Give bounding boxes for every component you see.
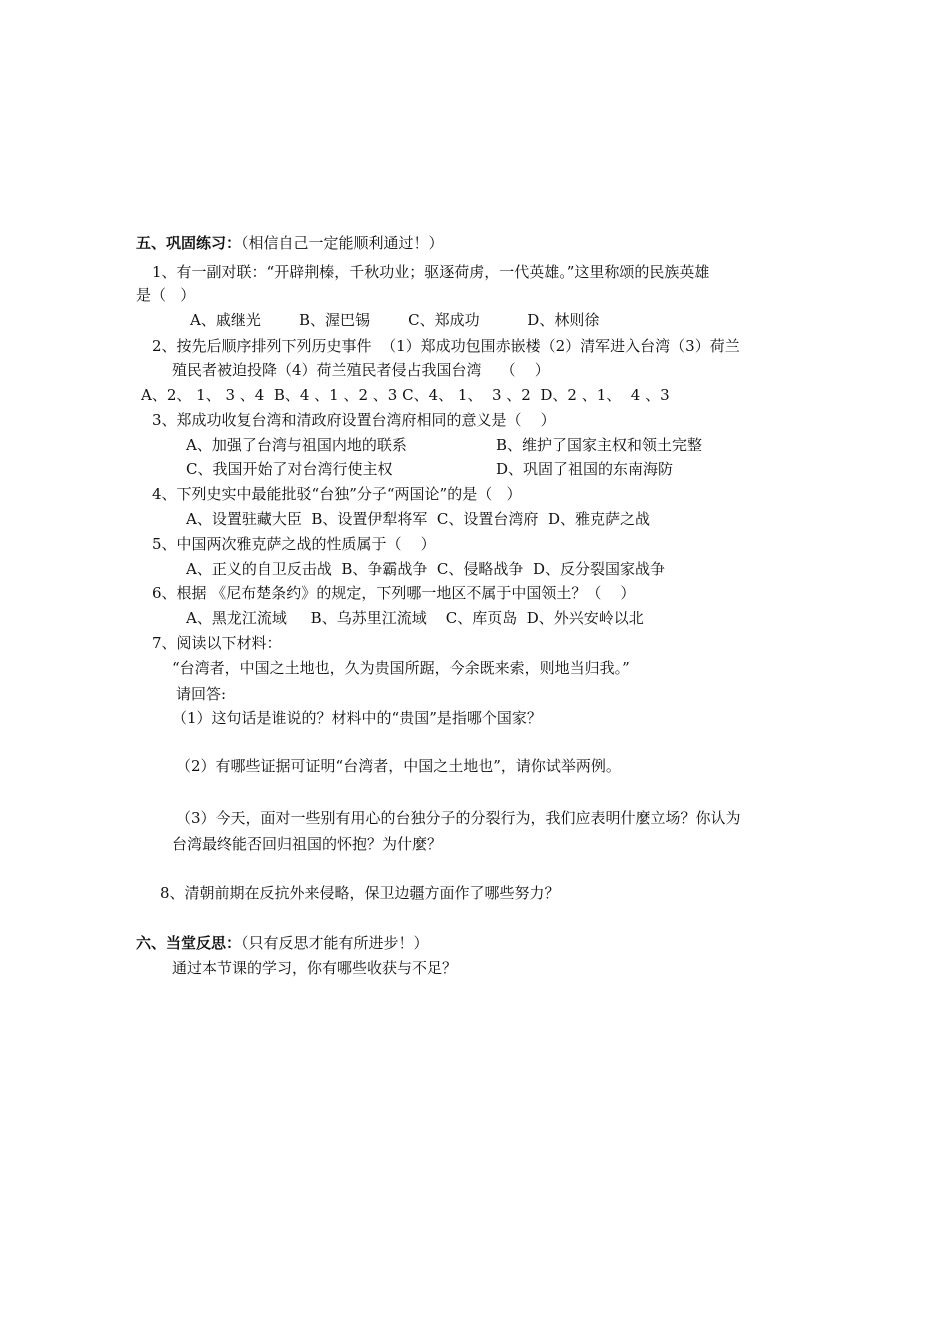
- q2-stem-line1: 2、按先后顺序排列下列历史事件 （1）郑成功包围赤嵌楼（2）清军进入台湾（3）荷兰: [152, 337, 740, 355]
- section-5-heading: 五、巩固练习：: [136, 234, 242, 252]
- q4-options: A、设置驻藏大臣 B、设置伊犁将军 C、设置台湾府 D、雅克萨之战: [186, 510, 650, 528]
- q7-stem: 7、阅读以下材料：: [152, 634, 282, 652]
- q1-stem-line1: 1、有一副对联：“开辟荆榛，千秋功业；驱逐荷虏，一代英雄。”这里称颂的民族英雄: [152, 263, 710, 281]
- q5-options: A、正义的自卫反击战 B、争霸战争 C、侵略战争 D、反分裂国家战争: [186, 560, 665, 578]
- q2-options: A、2、 1、 3 、4 B、4 、1 、2 、3 C、4、 1、 3 、2 D、2 、1、 4 、3: [141, 386, 670, 404]
- q1-stem-line2: 是（ ）: [136, 286, 196, 304]
- q7-prompt: 请回答:: [176, 685, 227, 703]
- section-5-title: [136, 233, 444, 253]
- q3-option-a: A、加强了台湾与祖国内地的联系: [186, 436, 407, 454]
- q6-options: A、黑龙江流域 B、乌苏里江流域 C、库页岛 D、外兴安岭以北: [186, 609, 644, 627]
- q3-option-b: B、维护了国家主权和领土完整: [496, 436, 703, 454]
- q3-option-c: C、我国开始了对台湾行使主权: [186, 460, 393, 478]
- q7-sub-question-3-line1: （3）今天，面对一些别有用心的台独分子的分裂行为，我们应表明什麼立场？你认为: [176, 809, 741, 827]
- section-6-heading: 六、当堂反思：: [136, 934, 242, 952]
- q3-stem: 3、郑成功收复台湾和清政府设置台湾府相同的意义是（ ）: [152, 411, 556, 429]
- q7-material-quote: “台湾者，中国之土地也，久为贵国所踞，今余既来索，则地当归我。”: [172, 659, 630, 677]
- section-5-note: （相信自己一定能顺利通过！）: [241, 234, 444, 252]
- reflection-prompt: 通过本节课的学习，你有哪些收获与不足？: [172, 959, 458, 977]
- section-6-note: （只有反思才能有所进步！）: [241, 934, 429, 952]
- q4-stem: 4、下列史实中最能批驳“台独”分子“两国论”的是（ ）: [152, 485, 522, 503]
- q7-sub-question-1: （1）这句话是谁说的？材料中的“贵国”是指哪个国家？: [172, 709, 542, 727]
- q1-options: A、戚继光 B、渥巴锡 C、郑成功 D、林则徐: [190, 311, 600, 329]
- q8-stem: 8、清朝前期在反抗外来侵略，保卫边疆方面作了哪些努力？: [160, 884, 560, 902]
- q7-sub-question-2: （2）有哪些证据可证明“台湾者，中国之土地也”，请你试举两例。: [176, 757, 621, 775]
- q7-sub-question-3-line2: 台湾最终能否回归祖国的怀抱？为什麼？: [172, 835, 443, 853]
- q5-stem: 5、中国两次雅克萨之战的性质属于（ ）: [152, 535, 436, 553]
- section-6-title: [136, 933, 429, 953]
- q6-stem: 6、根据 《尼布楚条约》的规定，下列哪一地区不属于中国领土？（ ）: [152, 584, 636, 602]
- q3-option-d: D、巩固了祖国的东南海防: [496, 460, 674, 478]
- q2-stem-line2: 殖民者被迫投降（4）荷兰殖民者侵占我国台湾 （ ）: [172, 361, 550, 379]
